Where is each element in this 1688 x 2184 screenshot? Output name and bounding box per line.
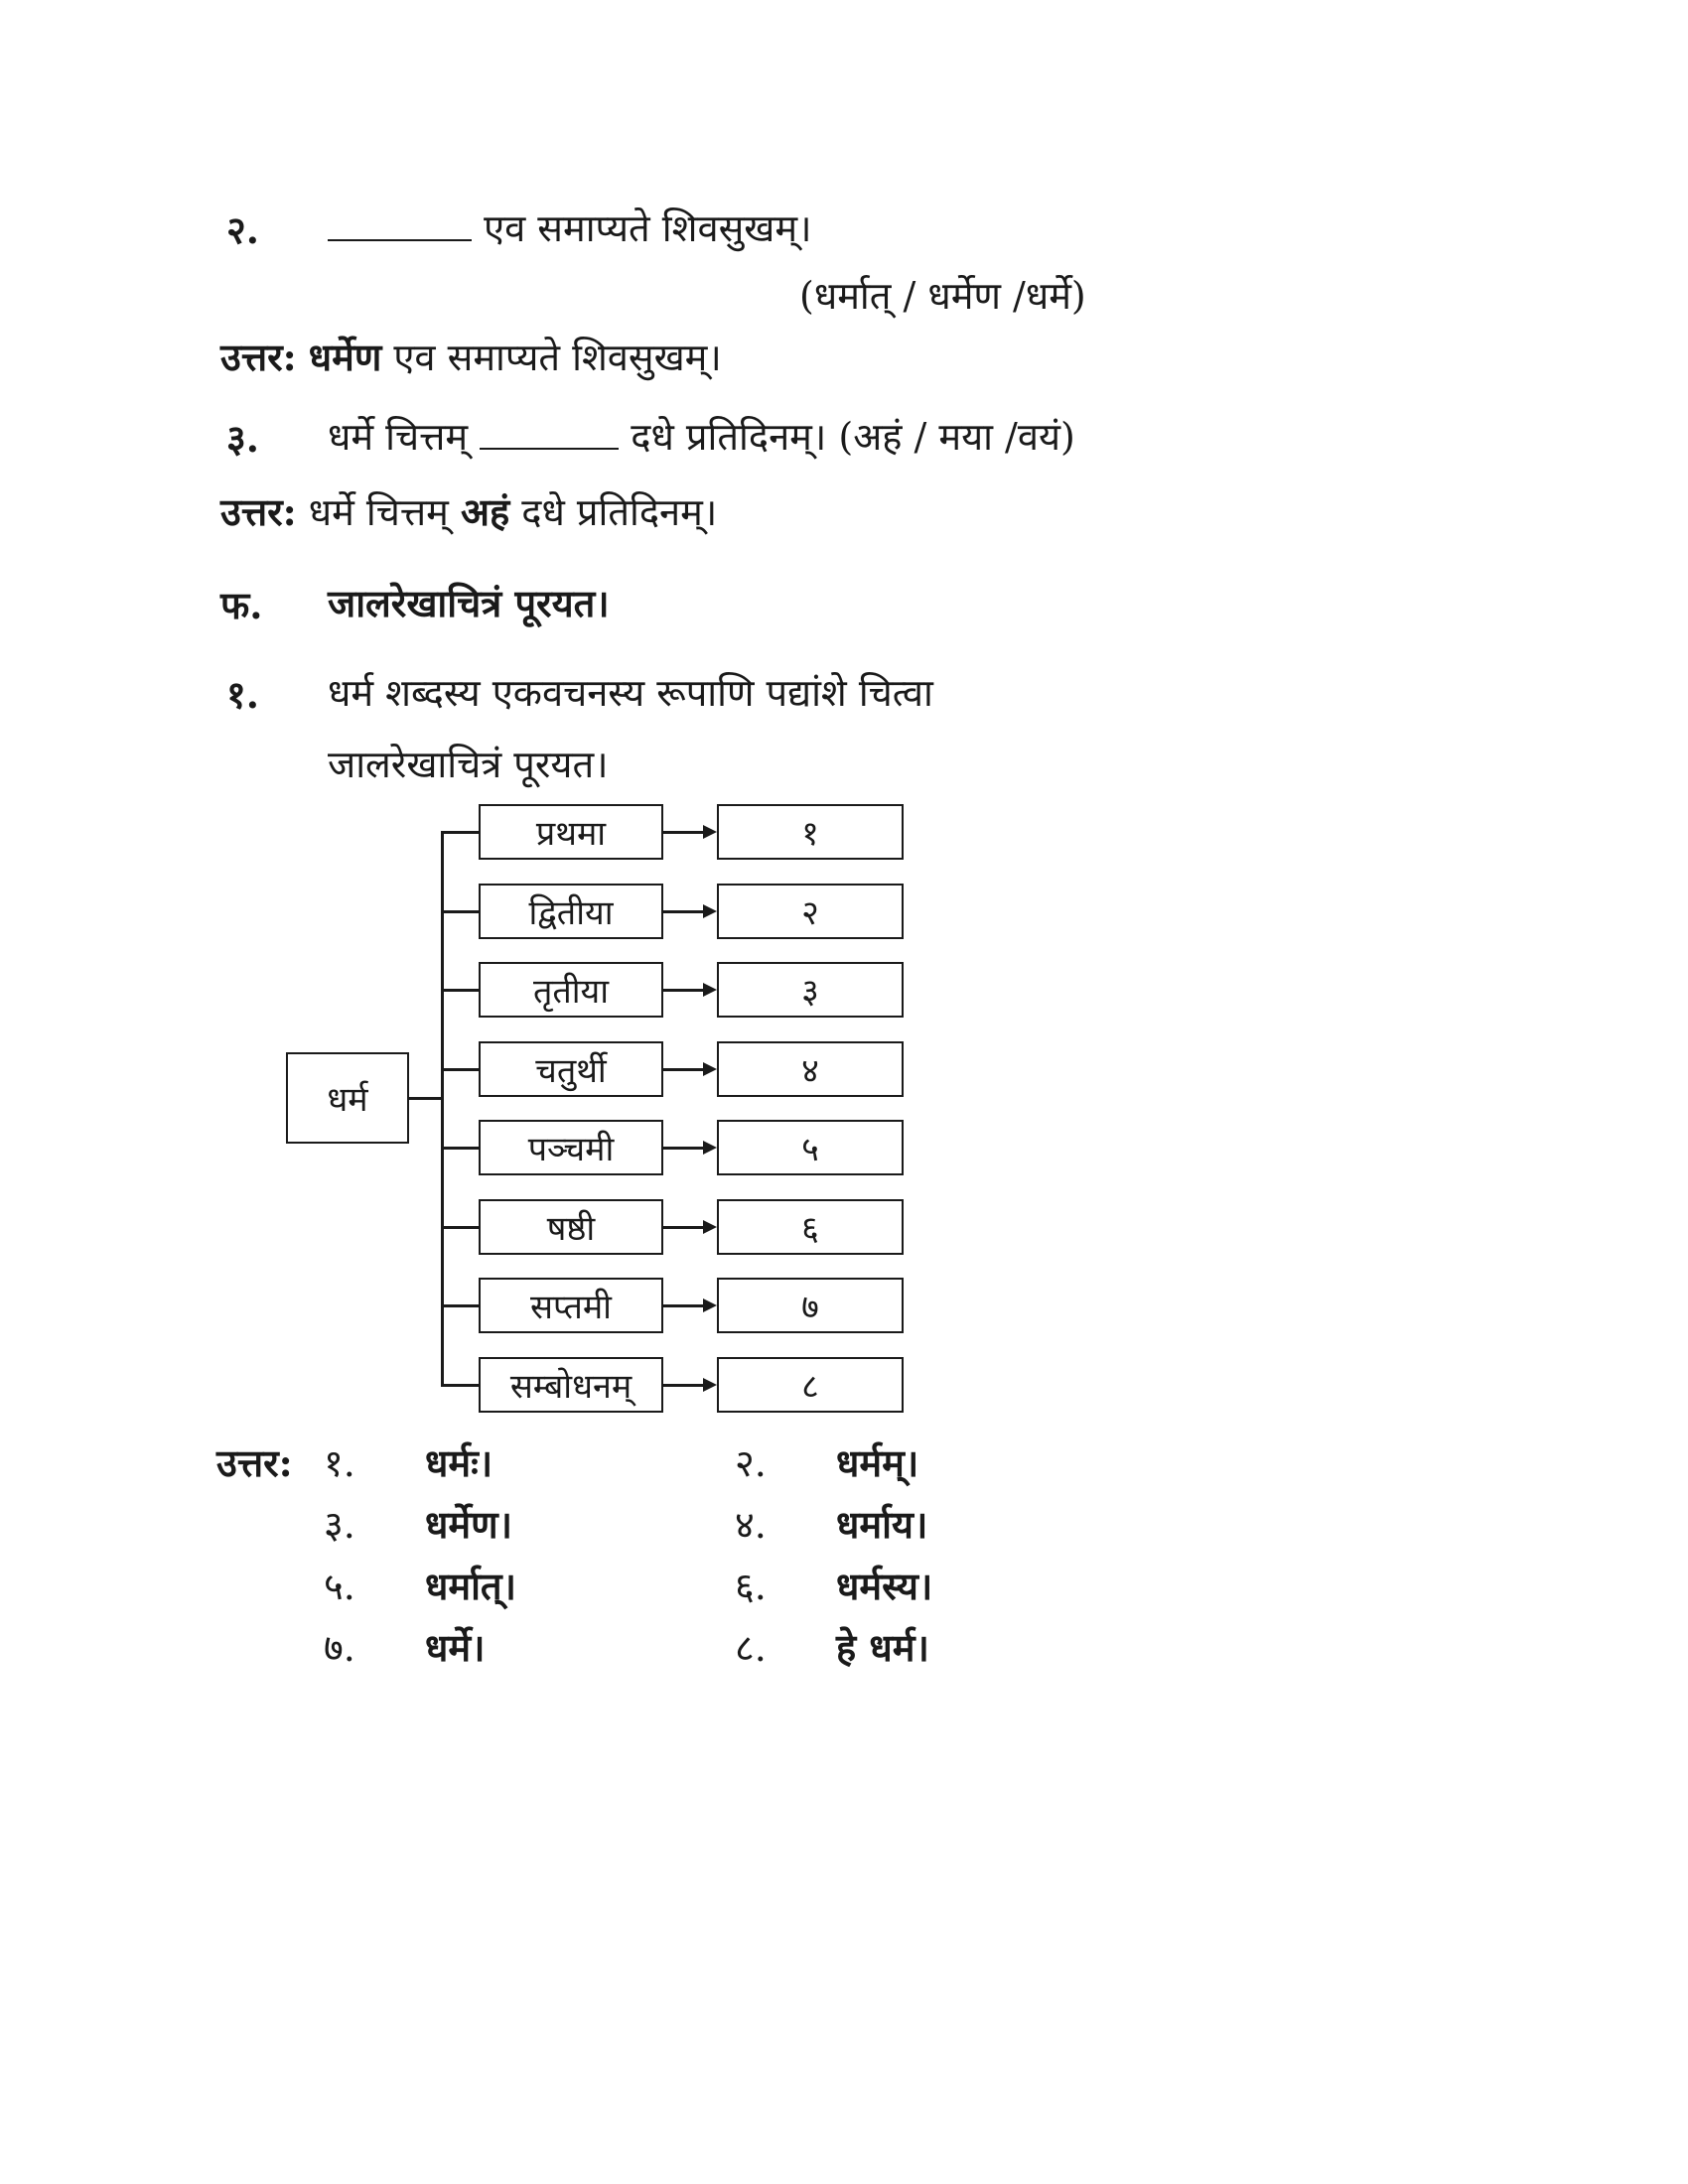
answer-word: धर्मात्। (425, 1564, 516, 1608)
answer-slot-box: ८ (717, 1357, 904, 1413)
branch-line (441, 989, 479, 992)
arrow-line (663, 1068, 705, 1071)
branch-line (441, 1384, 479, 1387)
answers-label: उत्तर: (216, 1440, 293, 1485)
arrowhead-icon (703, 1062, 717, 1076)
arrowhead-icon (703, 1220, 717, 1234)
arrow-line (663, 1147, 705, 1150)
answer-number: १. (324, 1441, 355, 1485)
case-box: पञ्चमी (479, 1120, 663, 1175)
arrow-line (663, 1384, 705, 1387)
answer-slot-box: ३ (717, 962, 904, 1018)
answer-slot-box: ५ (717, 1120, 904, 1175)
answer-number: २. (735, 1441, 767, 1485)
answer-word: धर्मस्य। (836, 1564, 933, 1608)
q2-answer-word: धर्मेण (308, 335, 382, 379)
q3-text-before: धर्मे चित्तम् (328, 415, 481, 459)
branch-line (441, 1147, 479, 1150)
arrow-line (663, 910, 705, 913)
q2-options: (धर्मात् / धर्मेण /धर्मे) (799, 274, 1086, 318)
q3-answer-pre: धर्मे चित्तम् (308, 490, 461, 534)
answer-slot-box: ४ (717, 1041, 904, 1097)
case-box: सप्तमी (479, 1278, 663, 1333)
answer-number: ५. (324, 1565, 355, 1608)
answer-word: धर्मेण। (425, 1502, 512, 1547)
q2-text: एव समाप्यते शिवसुखम्। (472, 206, 812, 250)
q2-answer-label: उत्तर: (220, 335, 297, 379)
case-box: षष्ठी (479, 1199, 663, 1255)
branch-line (441, 831, 479, 834)
answer-word: धर्मः। (425, 1440, 493, 1485)
arrowhead-icon (703, 825, 717, 839)
answer-number: ४. (735, 1503, 767, 1547)
arrow-line (663, 1304, 705, 1307)
task1-number: १. (226, 672, 259, 717)
section-letter: फ. (220, 583, 263, 627)
q3-answer-label: उत्तर: (220, 489, 297, 534)
branch-line (441, 1304, 479, 1307)
answer-word: धर्माय। (836, 1502, 928, 1547)
answer-slot-box: १ (717, 804, 904, 860)
arrowhead-icon (703, 904, 717, 918)
case-box: तृतीया (479, 962, 663, 1018)
arrowhead-icon (703, 1378, 717, 1392)
root-connector (409, 1097, 443, 1100)
q3-answer-rest: दधे प्रतिदिनम्। (509, 490, 718, 534)
arrow-line (663, 1226, 705, 1229)
q3-number: ३. (226, 416, 259, 461)
section-title: जालरेखाचित्रं पूरयत। (328, 581, 610, 625)
answer-word: हे धर्म। (836, 1625, 929, 1670)
answer-word: धर्मम्। (836, 1440, 919, 1485)
q3-answer-word: अहं (460, 489, 510, 534)
arrowhead-icon (703, 1141, 717, 1155)
answer-number: ३. (324, 1503, 355, 1547)
case-box: द्वितीया (479, 884, 663, 939)
case-box: प्रथमा (479, 804, 663, 860)
q3-text-after: दधे प्रतिदिनम्। (अहं / मया /वयं) (619, 415, 1075, 459)
arrow-line (663, 989, 705, 992)
task1-line1: धर्म शब्दस्य एकवचनस्य रूपाणि पद्यांशे चित्वा (328, 671, 933, 715)
branch-line (441, 910, 479, 913)
arrowhead-icon (703, 983, 717, 997)
answer-slot-box: ६ (717, 1199, 904, 1255)
q2-answer-rest: एव समाप्यते शिवसुखम्। (381, 336, 722, 379)
branch-trunk (441, 831, 444, 1387)
branch-line (441, 1068, 479, 1071)
branch-line (441, 1226, 479, 1229)
task1-line2: जालरेखाचित्रं पूरयत। (328, 743, 609, 786)
answer-number: ८. (735, 1626, 767, 1670)
q2-number: २. (226, 207, 259, 252)
answer-number: ७. (324, 1626, 355, 1670)
answer-number: ६. (735, 1565, 767, 1608)
root-box: धर्म (286, 1052, 409, 1144)
arrow-line (663, 831, 705, 834)
answer-slot-box: ७ (717, 1278, 904, 1333)
case-box: सम्बोधनम् (479, 1357, 663, 1413)
case-box: चतुर्थी (479, 1041, 663, 1097)
arrowhead-icon (703, 1298, 717, 1312)
answer-slot-box: २ (717, 884, 904, 939)
answer-word: धर्मे। (425, 1625, 486, 1670)
